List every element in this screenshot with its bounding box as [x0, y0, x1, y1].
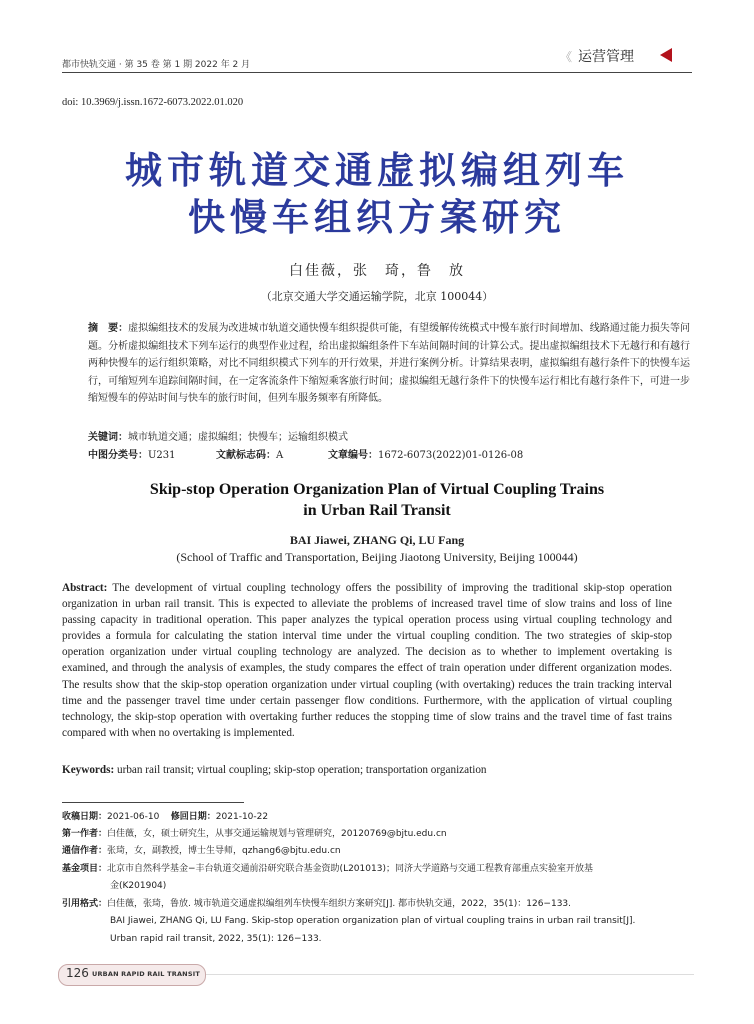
cite-zh: 白佳薇，张琦，鲁放. 城市轨道交通虚拟编组列车快慢车组织方案研究[J]. 都市快轨交通，2022，35(1)：126−133. [107, 899, 572, 909]
footer-journal: URBAN RAPID RAIL TRANSIT [92, 970, 200, 978]
en-abstract [62, 580, 672, 741]
clc-label: 中图分类号： [88, 450, 148, 461]
corresponding-text: 张琦，女，副教授，博士生导师，qzhang6@bjtu.edu.cn [107, 846, 341, 856]
zh-abstract-text: 虚拟编组技术的发展为改进城市轨道交通快慢车组织提供可能，有望缓解传统模式中慢车旅行时间增加、线路通过能力损失等问题。分析虚拟编组技术下列车运行的典型作业过程，给出虚拟编组条件下车站间隔时间的计算公式。提出虚拟编组技术下无越行和有越行两种快慢车的运行组织策略，对比不同组织模式下列车的开行效果，并进行案例分析。计算结果表明，虚拟编组有越行条件下的快慢车运行，可缩短列车追踪间隔时间，在一定客流条件下缩短乘客旅行时间；虚拟编组无越行条件下的快慢车运行相比有越行条件下，可进一步缩短慢车的停站时间与快车的旅行时间，但列车服务频率有所降低。 [88, 323, 691, 404]
running-header-journal: 都市快轨交通 · 第 35 卷 第 1 期 2022 年 2 月 [62, 60, 251, 70]
clc-value: U231 [148, 450, 176, 461]
revised-label: 修回日期： [170, 812, 216, 822]
classification-line [88, 446, 523, 461]
footer-rule [204, 974, 694, 975]
revised-date: 2021-10-22 [215, 812, 269, 822]
en-title-line1: Skip-stop Operation Organization Plan of Virtual Coupling Trains [149, 481, 605, 498]
cite-en-line1: BAI Jiawei, ZHANG Qi, LU Fang. Skip-stop operation organization plan of virtual coupling trains in urban rail transit[J]. [110, 916, 636, 926]
zh-affiliation: （北京交通大学交通运输学院，北京 100044） [260, 290, 494, 303]
fund-line1: 北京市自然科学基金−丰台轨道交通前沿研究联合基金资助(L201013)；同济大学道路与交通工程教育部重点实验室开放基 [107, 864, 593, 874]
received-date: 2021-06-10 [107, 812, 160, 822]
double-chevron-icon: 《 [560, 50, 573, 64]
cite-label: 引用格式： [62, 899, 108, 909]
zh-keywords-text: 城市轨道交通；虚拟编组；快慢车；运输组织模式 [128, 432, 348, 443]
footnote-rule [62, 802, 244, 803]
zh-title-line1: 城市轨道交通虚拟编组列车 [125, 148, 629, 192]
en-abstract-label: Abstract: [62, 582, 108, 594]
en-keywords-label: Keywords: [62, 764, 115, 776]
footnote-corresponding [62, 844, 692, 859]
footnote-citation [62, 897, 692, 912]
doc-code-value: A [276, 450, 284, 461]
fund-label: 基金项目： [62, 864, 108, 874]
en-abstract-text: The development of virtual coupling technology offers the possibility of improving the traditional skip-stop operation organization in urban rail transit. This is expected to alleviate the problems of increased travel time of slow trains and loss of line passing capacity in traditional operation. This paper analyzes the typical operation process using virtual coupling technology and provides a formula for calculating the station interval time under the virtual coupling condition. The two strategies of skip-stop operation organization under virtual coupling technology are analyzed. The decision as to whether to implement overtaking is examined, and through the analysis of examples, the study compares the effect of train operation under different organization modes. The results show that the skip-stop operation organization under virtual coupling (with overtaking) reduces the train tracking interval time and the passenger travel time under certain passenger flow conditions. Furthermore, with the application of virtual coupling technology, the skip-stop operation with overtaking further reduces the stopping time of slow trains and the travel time of fast trains compared with when no overtaking is implemented. [62, 582, 672, 739]
article-no-value: 1672-6073(2022)01-0126-08 [378, 450, 524, 461]
page-number: 126 [66, 966, 89, 980]
received-label: 收稿日期： [62, 812, 108, 822]
en-keywords-text: urban rail transit; virtual coupling; skip-stop operation; transportation organization [117, 764, 487, 776]
triangle-marker-icon [660, 48, 672, 62]
footnote-dates [62, 810, 692, 825]
en-title-line2: in Urban Rail Transit [303, 502, 451, 519]
zh-title-line2: 快慢车组织方案研究 [188, 195, 566, 239]
cite-en-line2: Urban rapid rail transit, 2022, 35(1): 126−133. [110, 934, 322, 944]
footnote-first-author [62, 827, 692, 842]
footnote-fund [62, 862, 692, 877]
section-name: 运营管理 [578, 49, 635, 65]
corresponding-label: 通信作者： [62, 846, 108, 856]
doc-code-label: 文献标志码： [216, 450, 276, 461]
zh-keywords-label: 关键词： [88, 432, 128, 443]
en-affiliation: (School of Traffic and Transportation, Beijing Jiaotong University, Beijing 100044) [176, 550, 578, 564]
zh-abstract [88, 320, 690, 408]
en-keywords [62, 764, 487, 776]
first-author-label: 第一作者： [62, 829, 108, 839]
footnote-fund-line2: 金(K201904) [110, 881, 167, 891]
first-author-text: 白佳薇，女，硕士研究生，从事交通运输规划与管理研究，20120769@bjtu.edu.cn [107, 829, 447, 839]
zh-abstract-label: 摘 要： [88, 323, 129, 334]
en-authors: BAI Jiawei, ZHANG Qi, LU Fang [289, 533, 465, 547]
section-label [560, 46, 634, 66]
zh-authors: 白佳薇，张 琦，鲁 放 [289, 263, 465, 279]
article-no-label: 文章编号： [328, 450, 378, 461]
zh-keywords [88, 428, 348, 443]
doi: doi: 10.3969/j.issn.1672-6073.2022.01.020 [62, 97, 244, 108]
header-rule [62, 72, 692, 73]
